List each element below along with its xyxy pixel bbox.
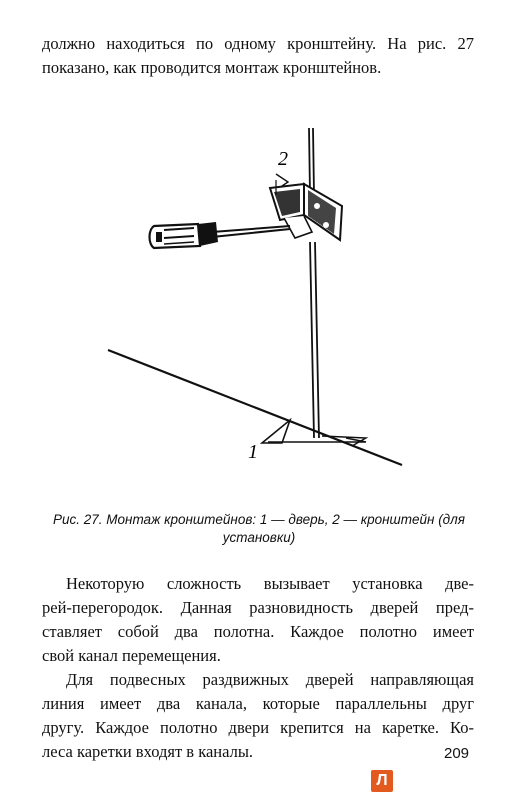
screwdriver (150, 222, 291, 248)
figure-label-1: 1 (248, 441, 258, 463)
text-line: свой канал перемещения. (42, 646, 221, 665)
text-line: другу. Каждое полотно двери крепится на каретке. Ко- (42, 718, 474, 737)
floor-bracket (262, 420, 290, 443)
text-line: леса каретки входят в каналы. (42, 742, 254, 761)
text-line: показано, как проводится монтаж кронштейнов. (42, 58, 382, 77)
body-paragraph-1 (42, 572, 474, 668)
caption-line: Рис. 27. Монтаж кронштейнов: 1 — дверь, 2 — кронштейн (для (53, 512, 465, 527)
door-rod-lower (310, 242, 314, 438)
text-line: Некоторую сложность вызывает установка две- (66, 574, 474, 593)
bracket-mounting-figure (90, 120, 410, 470)
text-line: линия имеет два канала, которые параллельны друг (42, 694, 474, 713)
text-line: Для подвесных раздвижных дверей направляющая (66, 670, 474, 689)
publisher-logo-icon: Л (371, 770, 393, 792)
text-line: должно находиться по одному кронштейну. На рис. 27 (42, 34, 474, 53)
page-number: 209 (444, 745, 470, 762)
caption-line: установки) (222, 530, 296, 545)
door-rod-upper (309, 128, 310, 195)
text-line: ставляет собой два полотна. Каждое полотно имеет (42, 622, 474, 641)
top-paragraph (42, 32, 474, 80)
text-line: рей-перегородок. Данная разновидность дверей пред- (42, 598, 474, 617)
figure-label-2: 2 (278, 148, 288, 170)
figure-caption (30, 511, 488, 547)
body-paragraph-2 (42, 668, 474, 764)
